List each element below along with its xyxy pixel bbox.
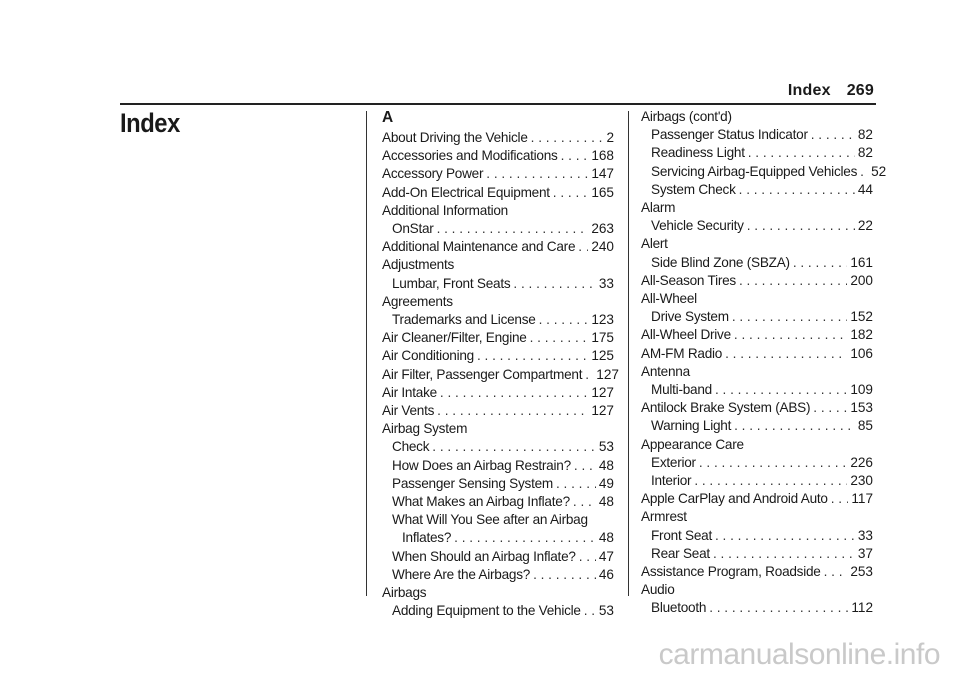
dot-leader [578, 238, 588, 256]
index-entry-text: Passenger Sensing System [392, 475, 553, 491]
index-entry [641, 272, 873, 290]
index-heading: Audio [641, 582, 675, 598]
index-entry [382, 238, 614, 256]
dot-leader [831, 490, 849, 508]
index-entry-text: Passenger Status Indicator [651, 127, 808, 143]
index-title: Index [120, 108, 180, 138]
dot-leader [748, 144, 855, 162]
index-entry-text: Bluetooth [651, 600, 707, 616]
dot-leader [437, 220, 589, 238]
index-page-number: 182 [850, 327, 873, 343]
index-letter: A [382, 109, 394, 126]
index-entry-text: Adding Equipment to the Vehicle [392, 603, 581, 619]
dot-leader [553, 184, 589, 202]
index-column-a-continued [641, 108, 887, 618]
index-entry [641, 472, 873, 490]
index-page-number: 147 [591, 166, 614, 182]
dot-leader [813, 399, 847, 417]
index-entry-text: When Should an Airbag Inflate? [392, 548, 576, 564]
index-entry [382, 475, 614, 493]
index-page-number: 240 [591, 239, 614, 255]
dot-leader [739, 272, 847, 290]
index-entry [641, 163, 887, 181]
index-heading: Alarm [641, 200, 676, 216]
index-entry [382, 457, 614, 475]
index-page-number: 200 [850, 272, 873, 288]
index-entry-text: Side Blind Zone (SBZA) [651, 254, 790, 270]
dot-leader [732, 308, 847, 326]
index-entry-text: Lumbar, Front Seats [392, 275, 511, 291]
index-entry-text: How Does an Airbag Restrain? [392, 457, 571, 473]
dot-leader [584, 602, 596, 620]
index-entry [382, 548, 614, 566]
index-entry-text: Accessory Power [382, 166, 484, 182]
dot-leader [440, 384, 588, 402]
index-entry [382, 529, 614, 547]
dot-leader [513, 275, 595, 293]
running-head-section: Index [787, 82, 831, 99]
index-entry-text: Where Are the Airbags? [392, 566, 531, 582]
index-page-number: 53 [598, 603, 614, 619]
index-entry [641, 126, 873, 144]
index-entry-text: Check [392, 439, 430, 455]
index-heading: Airbags (cont'd) [641, 109, 732, 124]
dot-leader [539, 311, 589, 329]
index-page-number: 161 [850, 254, 873, 270]
page-number: 269 [846, 82, 874, 99]
dot-leader [561, 147, 589, 165]
index-column-a [382, 108, 619, 620]
index-page-number: 85 [857, 418, 873, 434]
index-page-number: 44 [857, 181, 873, 197]
index-page-number: 48 [598, 494, 614, 510]
dot-leader [713, 545, 855, 563]
index-heading: What Will You See after an Airbag [392, 512, 588, 528]
dot-leader [432, 438, 596, 456]
index-heading: Airbags [382, 585, 427, 601]
index-page-number: 46 [598, 566, 614, 582]
index-entry [382, 347, 614, 365]
index-entry-text: Drive System [651, 309, 729, 325]
index-entry [382, 311, 614, 329]
index-page-number: 37 [857, 545, 873, 561]
index-entry-text: About Driving the Vehicle [382, 130, 528, 145]
index-entry [641, 454, 873, 472]
index-page-number: 123 [591, 312, 614, 328]
dot-leader [694, 472, 847, 490]
index-entry-text: Inflates? [402, 530, 452, 546]
index-entry-text: Antilock Brake System (ABS) [641, 400, 811, 416]
index-page-number: 33 [857, 527, 873, 543]
index-page-number: 82 [857, 127, 873, 143]
index-page-number: 165 [591, 184, 614, 200]
dot-leader [556, 475, 596, 493]
index-entry [641, 345, 873, 363]
index-entry [382, 329, 614, 347]
index-entry-text: Front Seat [651, 527, 712, 543]
index-page-number: 127 [596, 366, 619, 382]
index-entry [641, 599, 873, 617]
index-entry [382, 184, 614, 202]
index-page-number: 127 [591, 384, 614, 400]
index-page-number: 153 [850, 400, 873, 416]
index-entry [382, 493, 614, 511]
index-page-number: 22 [857, 218, 873, 234]
index-entry [382, 275, 614, 293]
index-page-number: 117 [851, 491, 873, 507]
index-entry [641, 527, 873, 545]
index-page-number: 48 [598, 457, 614, 473]
dot-leader [531, 129, 604, 147]
header-rule [120, 103, 876, 105]
index-entry [382, 147, 614, 165]
index-entry-text: Apple CarPlay and Android Auto [641, 491, 828, 507]
index-heading: Armrest [641, 509, 687, 525]
index-entry [641, 417, 873, 435]
index-entry-text: Accessories and Modifications [382, 148, 558, 164]
index-heading: All-Wheel [641, 291, 697, 307]
index-page-number: 125 [591, 348, 614, 364]
index-entry-text: Air Intake [382, 384, 437, 400]
index-entry-text: Air Conditioning [382, 348, 474, 364]
index-page-number: 175 [591, 330, 614, 346]
dot-leader [454, 529, 596, 547]
index-entry-text: Multi-band [651, 382, 712, 398]
dot-leader [585, 366, 593, 384]
dot-leader [860, 163, 868, 181]
dot-leader [824, 563, 848, 581]
dot-leader [533, 566, 596, 584]
index-page-number: 82 [857, 145, 873, 161]
column-divider-right [628, 111, 629, 596]
dot-leader [734, 326, 847, 344]
index-entry [641, 217, 873, 235]
index-entry-text: Air Cleaner/Filter, Engine [382, 330, 527, 346]
index-heading: Alert [641, 236, 668, 252]
index-entry-text: What Makes an Airbag Inflate? [392, 494, 570, 510]
index-entry [641, 399, 873, 417]
index-entry-text: Warning Light [651, 418, 732, 434]
index-entry [382, 602, 614, 620]
dot-leader [530, 329, 589, 347]
index-page-number: 226 [850, 454, 873, 470]
index-heading: Agreements [382, 293, 453, 309]
index-heading: Antenna [641, 363, 690, 379]
dot-leader [573, 493, 596, 511]
index-entry [382, 165, 614, 183]
index-entry [641, 545, 873, 563]
index-entry [382, 384, 614, 402]
index-entry [641, 326, 873, 344]
index-page-number: 127 [591, 403, 614, 419]
index-entry-text: Air Vents [382, 403, 435, 419]
index-page-number: 53 [598, 439, 614, 455]
index-heading: Adjustments [382, 257, 455, 273]
index-page-number: 263 [591, 221, 614, 237]
dot-leader [486, 165, 588, 183]
index-entry [641, 308, 873, 326]
index-page-number: 52 [871, 163, 887, 179]
index-page-number: 253 [850, 564, 873, 580]
index-entry-text: All-Season Tires [641, 272, 736, 288]
index-page-number: 48 [598, 530, 614, 546]
dot-leader [725, 345, 847, 363]
index-entry [382, 402, 614, 420]
index-page-number: 109 [850, 382, 873, 398]
index-entry-text: Add-On Electrical Equipment [382, 184, 550, 200]
index-heading: Appearance Care [641, 436, 744, 452]
index-entry-text: Additional Maintenance and Care [382, 239, 576, 255]
dot-leader [739, 181, 855, 199]
column-divider-left [366, 111, 367, 596]
dot-leader [699, 454, 847, 472]
dot-leader [715, 527, 855, 545]
index-entry [382, 220, 614, 238]
dot-leader [709, 599, 848, 617]
dot-leader [437, 402, 588, 420]
dot-leader [579, 548, 596, 566]
index-entry-text: Trademarks and License [392, 312, 536, 328]
watermark: carmanualsonline.info [658, 638, 940, 671]
dot-leader [734, 417, 855, 435]
index-entry-text: Rear Seat [651, 545, 710, 561]
index-heading: Airbag System [382, 421, 468, 437]
index-entry [382, 438, 614, 456]
index-entry-text: OnStar [392, 221, 434, 237]
index-entry [641, 144, 873, 162]
index-entry-text: System Check [651, 181, 736, 197]
dot-leader [715, 381, 847, 399]
index-entry [641, 254, 873, 272]
index-entry [382, 366, 619, 384]
index-entry-text: Assistance Program, Roadside [641, 564, 821, 580]
index-page-number: 2 [606, 130, 614, 145]
index-entry-text: Servicing Airbag-Equipped Vehicles [651, 163, 858, 179]
index-entry-text: Exterior [651, 454, 696, 470]
dot-leader [477, 347, 588, 365]
index-entry [641, 381, 873, 399]
index-page-number: 47 [598, 548, 614, 564]
dot-leader [793, 254, 848, 272]
index-page-number: 33 [598, 275, 614, 291]
index-entry-text: Readiness Light [651, 145, 745, 161]
index-page-number: 152 [850, 309, 873, 325]
index-entry-text: All-Wheel Drive [641, 327, 731, 343]
index-entry-text: Air Filter, Passenger Compartment [382, 366, 583, 382]
index-entry [641, 563, 873, 581]
dot-leader [574, 457, 596, 475]
dot-leader [811, 126, 855, 144]
index-page-number: 230 [850, 473, 873, 489]
running-head [788, 82, 874, 100]
index-page-number: 112 [851, 600, 873, 616]
index-heading: Additional Information [382, 202, 508, 218]
index-page-number: 106 [850, 345, 873, 361]
index-entry-text: Vehicle Security [651, 218, 744, 234]
index-entry [382, 129, 614, 147]
index-entry [641, 490, 873, 508]
index-page-number: 168 [591, 148, 614, 164]
dot-leader [747, 217, 855, 235]
index-entry-text: AM-FM Radio [641, 345, 723, 361]
index-entry [641, 181, 873, 199]
index-page-number: 49 [598, 475, 614, 491]
index-entry-text: Interior [651, 473, 692, 489]
index-entry [382, 566, 614, 584]
